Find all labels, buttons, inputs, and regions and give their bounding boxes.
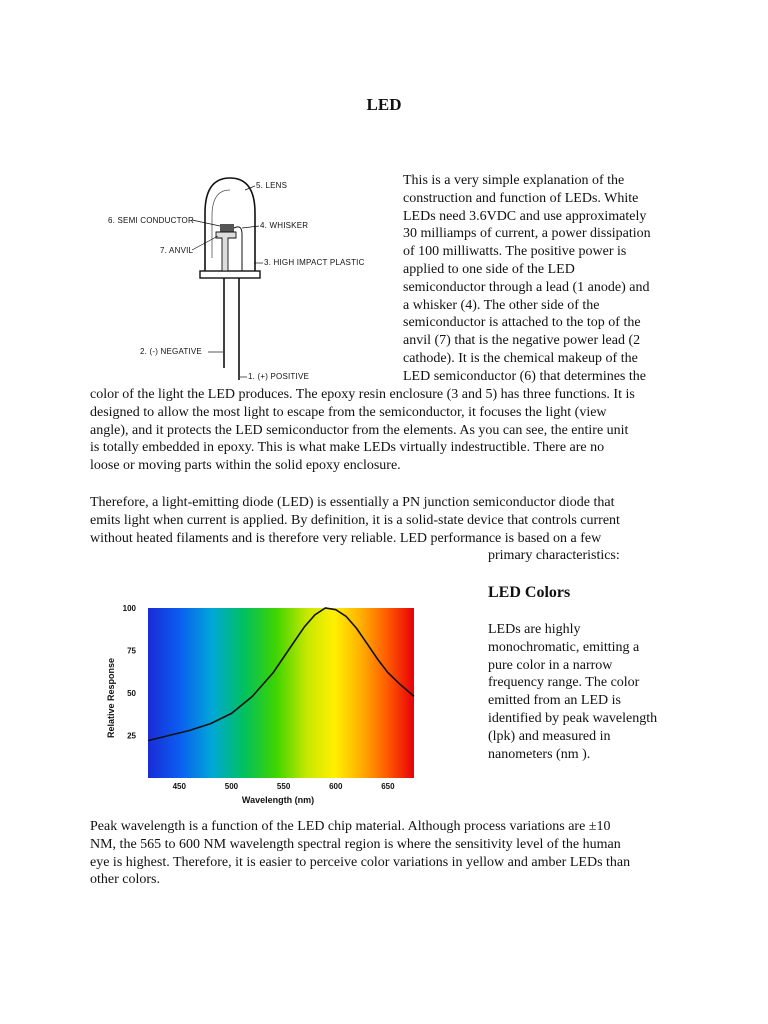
- label-semiconductor: 6. SEMI CONDUCTOR: [108, 216, 194, 225]
- third-paragraph-line: NM, the 565 to 600 NM wavelength spectral region is where the sensitivity level of the human: [90, 836, 621, 852]
- y-tick-label: 50: [127, 689, 136, 698]
- y-tick-label: 25: [127, 731, 136, 741]
- intro-full-line: angle), and it protects the LED semiconductor from the elements. As you can see, the entire unit: [90, 422, 629, 438]
- led-colors-line: frequency range. The color: [488, 675, 640, 691]
- led-colors-line: (lpk) and measured in: [488, 728, 611, 744]
- intro-right-line: semiconductor is attached to the top of the: [403, 315, 641, 331]
- second-paragraph: [90, 494, 690, 547]
- third-paragraph-line: Peak wavelength is a function of the LED chip material. Although process variations are ±10: [90, 819, 611, 834]
- intro-full-line: color of the light the LED produces. The epoxy resin enclosure (3 and 5) has three functions. It is: [90, 387, 635, 402]
- third-paragraph: [90, 818, 690, 889]
- led-colors-line: identified by peak wavelength: [488, 710, 658, 726]
- page-title: LED: [366, 95, 402, 114]
- spectral-response-chart: [100, 600, 430, 810]
- y-axis-label: Relative Response: [106, 657, 116, 739]
- y-tick-label: 75: [127, 646, 136, 656]
- intro-right-line: semiconductor through a lead (1 anode) and: [403, 279, 650, 295]
- led-diagram: [100, 168, 390, 388]
- led-colors-line: nanometers (nm ).: [488, 746, 591, 762]
- x-tick-label: 650: [381, 782, 395, 791]
- intro-right-line: 30 milliamps of current, a power dissipation: [403, 226, 651, 242]
- led-colors-paragraph: [488, 621, 688, 763]
- led-colors-line: monochromatic, emitting a: [488, 639, 640, 655]
- second-paragraph-tail: primary characteristics:: [488, 548, 620, 563]
- led-colors-line: LEDs are highly: [488, 622, 581, 637]
- second-paragraph-line: without heated filaments and is therefore very reliable. LED performance is based on a few: [90, 530, 602, 546]
- intro-paragraph-continued: [90, 386, 690, 475]
- intro-right-line: a whisker (4). The other side of the: [403, 297, 600, 313]
- intro-right-line: of 100 milliwatts. The positive power is: [403, 244, 627, 260]
- spectrum-background: [148, 608, 414, 778]
- led-colors-line: emitted from an LED is: [488, 693, 621, 709]
- label-whisker: 4. WHISKER: [260, 221, 309, 230]
- x-tick-label: 600: [329, 782, 343, 791]
- intro-right-line: LED semiconductor (6) that determines the: [403, 368, 646, 384]
- label-positive: 1. (+) POSITIVE: [248, 372, 310, 381]
- led-anvil: [216, 232, 236, 271]
- intro-right-line: applied to one side of the LED: [403, 261, 575, 277]
- label-lens: 5. LENS: [256, 181, 288, 190]
- second-paragraph-line: Therefore, a light-emitting diode (LED) is essentially a PN junction semiconductor diode that: [90, 495, 615, 510]
- intro-full-line: designed to allow the most light to escape from the semiconductor, it focuses the light (view: [90, 404, 607, 420]
- x-tick-label: 500: [224, 782, 239, 791]
- intro-right-line: construction and function of LEDs. White: [403, 190, 639, 206]
- third-paragraph-line: other colors.: [90, 872, 160, 888]
- third-paragraph-line: eye is highest. Therefore, it is easier to perceive color variations in yellow and amber LEDs than: [90, 854, 631, 870]
- led-colors-line: pure color in a narrow: [488, 657, 613, 673]
- intro-right-line: cathode). It is the chemical makeup of the: [403, 350, 638, 366]
- led-colors-heading: LED Colors: [488, 584, 571, 601]
- intro-right-line: This is a very simple explanation of the: [403, 173, 625, 188]
- label-anvil: 7. ANVIL: [160, 246, 194, 255]
- intro-right-line: anvil (7) that is the negative power lead (2: [403, 333, 641, 349]
- intro-full-line: is totally embedded in epoxy. This is what make LEDs virtually indestructible. There are no: [90, 440, 605, 456]
- x-tick-label: 550: [276, 782, 291, 791]
- second-paragraph-line: emits light when current is applied. By definition, it is a solid-state device that controls current: [90, 512, 620, 528]
- x-tick-label: 450: [172, 782, 186, 791]
- y-tick-label: 100: [122, 604, 136, 613]
- intro-right-line: LEDs need 3.6VDC and use approximately: [403, 208, 647, 224]
- label-negative: 2. (-) NEGATIVE: [140, 347, 202, 356]
- led-flange: [200, 271, 260, 278]
- intro-paragraph-right: [403, 172, 678, 386]
- x-axis-label: Wavelength (nm): [241, 795, 315, 805]
- intro-full-line: loose or moving parts within the solid epoxy enclosure.: [90, 458, 401, 474]
- label-plastic: 3. HIGH IMPACT PLASTIC: [264, 258, 365, 267]
